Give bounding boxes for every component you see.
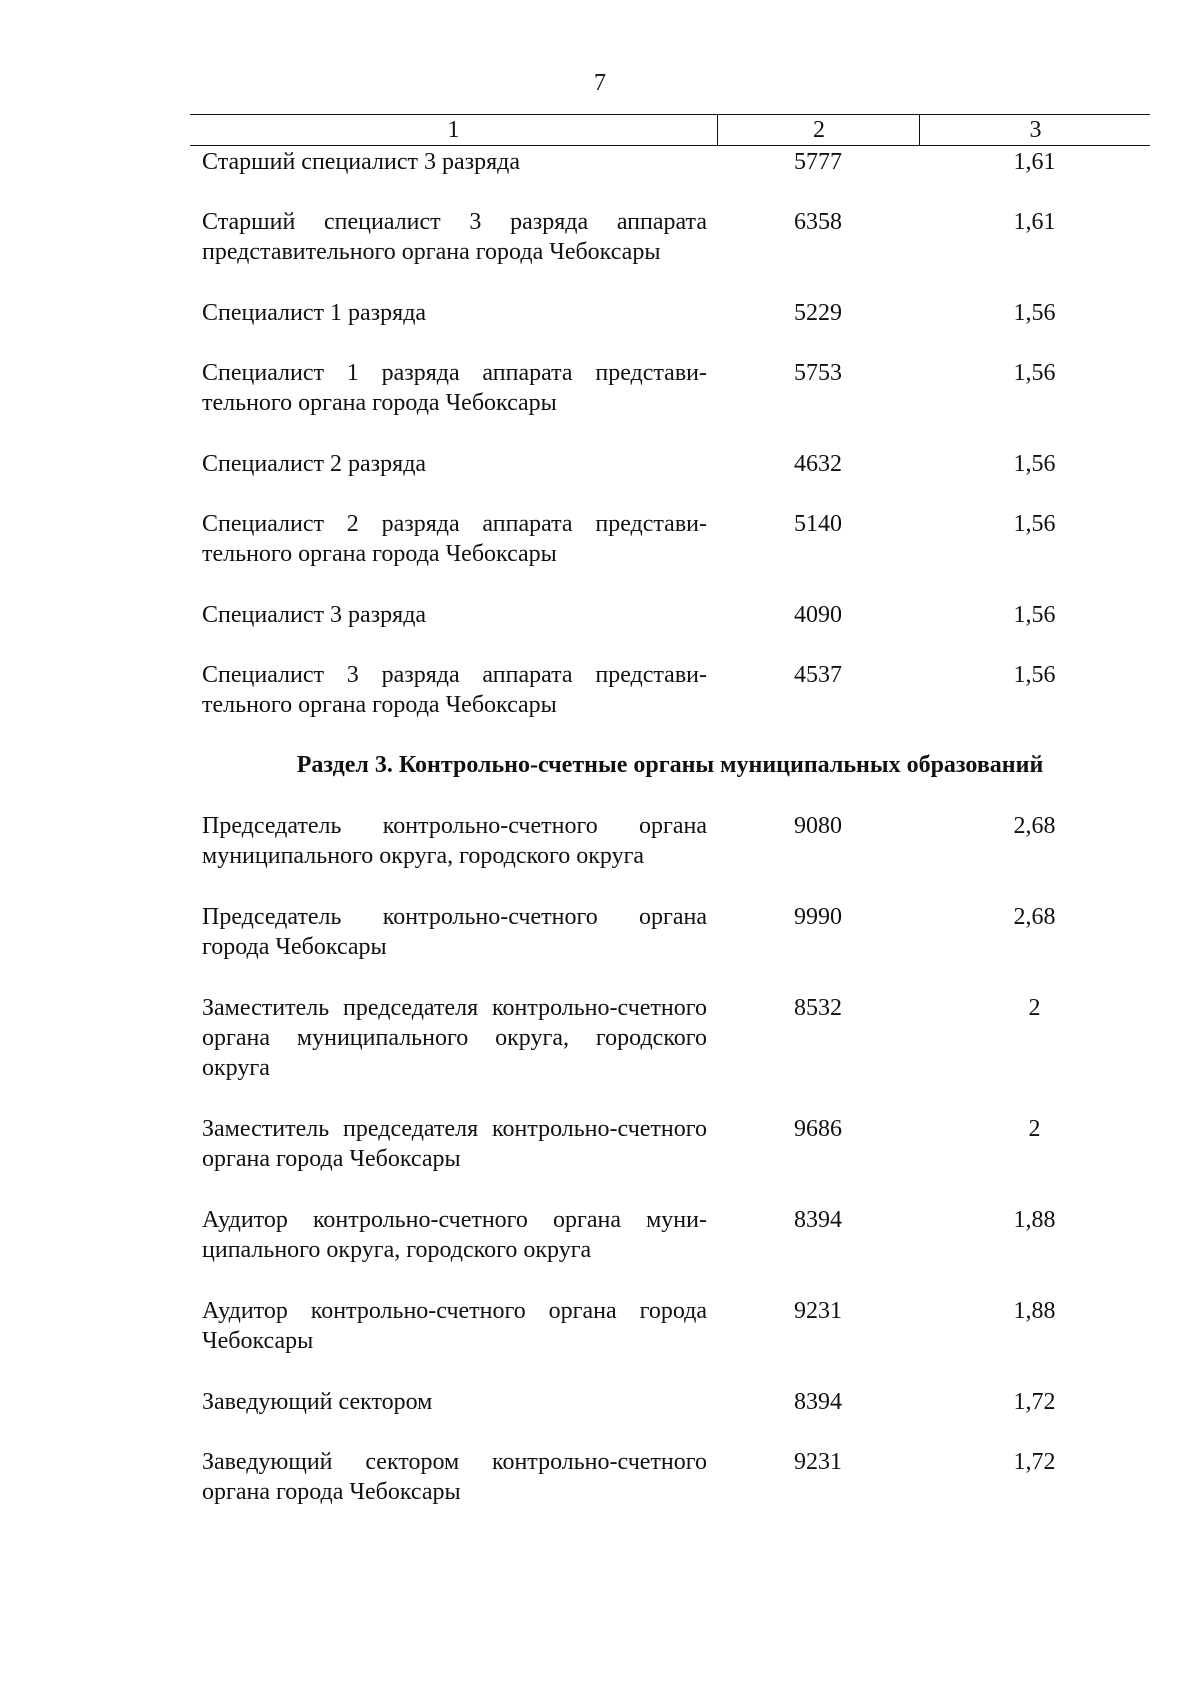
position-name: Заместитель председателя контрольно-счетного органа муниципального округа, городского округа	[202, 995, 707, 1081]
position-name: Специалист 2 разряда аппарата представи-тельного органа города Чебоксары	[202, 511, 707, 567]
salary-value: 5777	[794, 149, 842, 175]
salary-value: 9990	[794, 904, 842, 930]
coefficient-value: 1,72	[1013, 1449, 1056, 1475]
table-header	[190, 114, 1150, 146]
coefficient-value: 1,56	[1013, 602, 1056, 628]
salary-value: 4537	[794, 662, 842, 688]
position-name: Аудитор контрольно-счетного органа муни-ципального округа, городского округа	[202, 1207, 707, 1263]
coefficient-value: 2	[1028, 1116, 1041, 1142]
position-name: Специалист 1 разряда	[202, 300, 427, 326]
salary-value: 8394	[794, 1389, 842, 1415]
salary-value: 9231	[794, 1449, 842, 1475]
position-name: Старший специалист 3 разряда	[202, 149, 520, 175]
position-name: Аудитор контрольно-счетного органа города Чебоксары	[202, 1298, 707, 1354]
position-name: Специалист 3 разряда	[202, 602, 427, 628]
coefficient-value: 2	[1028, 995, 1041, 1021]
salary-value: 5753	[794, 360, 842, 386]
salary-value: 9080	[794, 813, 842, 839]
position-name: Председатель контрольно-счетного органа муниципального округа, городского округа	[202, 813, 707, 869]
position-name: Специалист 3 разряда аппарата представи-тельного органа города Чебоксары	[202, 662, 707, 718]
position-name: Заведующий сектором контрольно-счетного органа города Чебоксары	[202, 1449, 707, 1505]
position-name: Заведующий сектором	[202, 1389, 433, 1415]
coefficient-value: 1,72	[1013, 1389, 1056, 1415]
salary-value: 4090	[794, 602, 842, 628]
page-number: 7	[594, 70, 606, 96]
coefficient-value: 2,68	[1013, 813, 1056, 839]
salary-value: 5229	[794, 300, 842, 326]
salary-value: 4632	[794, 451, 842, 477]
coefficient-value: 1,88	[1013, 1298, 1056, 1324]
coefficient-value: 2,68	[1013, 904, 1056, 930]
coefficient-value: 1,56	[1013, 451, 1056, 477]
coefficient-value: 1,56	[1013, 300, 1056, 326]
header-col-3: 3	[919, 115, 1151, 145]
coefficient-value: 1,56	[1013, 511, 1056, 537]
coefficient-value: 1,61	[1013, 209, 1056, 235]
salary-value: 9231	[794, 1298, 842, 1324]
salary-value: 6358	[794, 209, 842, 235]
coefficient-value: 1,56	[1013, 662, 1056, 688]
position-name: Старший специалист 3 разряда аппарата представительного органа города Чебоксары	[202, 209, 707, 265]
header-col-1: 1	[447, 117, 460, 143]
salary-value: 9686	[794, 1116, 842, 1142]
salary-value: 5140	[794, 511, 842, 537]
section-title: Раздел 3. Контрольно-счетные органы муниципальных образований	[296, 752, 1044, 778]
header-col-2: 2	[717, 115, 920, 145]
salary-value: 8394	[794, 1207, 842, 1233]
position-name: Специалист 2 разряда	[202, 451, 427, 477]
coefficient-value: 1,88	[1013, 1207, 1056, 1233]
position-name: Специалист 1 разряда аппарата представи-тельного органа города Чебоксары	[202, 360, 707, 416]
salary-value: 8532	[794, 995, 842, 1021]
position-name: Председатель контрольно-счетного органа города Чебоксары	[202, 904, 707, 960]
position-name: Заместитель председателя контрольно-счетного органа города Чебоксары	[202, 1116, 707, 1172]
coefficient-value: 1,56	[1013, 360, 1056, 386]
coefficient-value: 1,61	[1013, 149, 1056, 175]
